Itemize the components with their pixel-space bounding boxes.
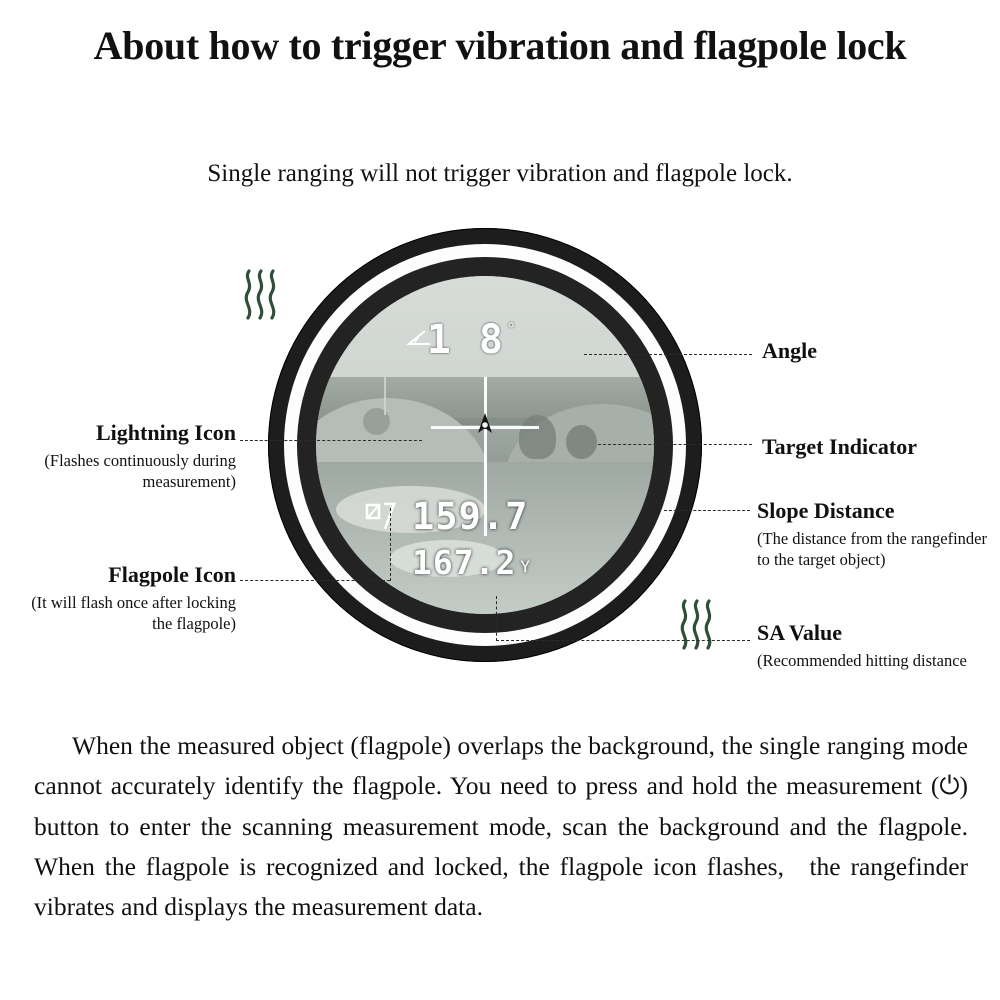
- leader-line-lightning: [240, 440, 312, 441]
- sa-value: 167.2: [412, 543, 517, 582]
- slope-distance-readout: [364, 495, 529, 538]
- leader-line-angle: [584, 354, 752, 355]
- vibration-waves-icon: [676, 598, 720, 654]
- leader-line-sa: [496, 640, 750, 641]
- body-paragraph: [34, 726, 968, 927]
- body-part-2: ) button to enter the scanning measurement mode, scan the background and the flagpole. When the flagpole is recognized and locked, the flagpole icon flashes, the rangefinder vibrates and displays the measurement data.: [34, 771, 968, 922]
- callout-slope-title: Slope Distance: [757, 498, 895, 523]
- leader-line-slope: [664, 510, 750, 511]
- power-button-icon: ⏻: [939, 771, 960, 802]
- angle-unit: °: [505, 320, 517, 340]
- page-title: About how to trigger vibration and flagpole lock: [93, 23, 907, 68]
- callout-flagpole: [22, 562, 236, 634]
- callout-target-title: Target Indicator: [762, 434, 918, 459]
- vibration-waves-icon: [240, 268, 284, 324]
- leader-line-target: [598, 444, 752, 445]
- target-indicator-icon: [468, 409, 502, 443]
- callout-target: [762, 434, 992, 460]
- slope-distance-value: 159.7: [412, 495, 529, 538]
- callout-sa-note: (Recommended hitting distance: [757, 651, 967, 670]
- callout-flagpole-title: Flagpole Icon: [108, 562, 236, 587]
- callout-lightning-title: Lightning Icon: [96, 420, 236, 445]
- leader-line-flagpole-vertical: [390, 508, 391, 581]
- flagpole-icon: [364, 502, 398, 532]
- callout-flagpole-note: (It will flash once after locking the flagpole): [31, 593, 236, 633]
- rangefinder-viewfinder: [268, 228, 702, 662]
- callout-sa: [757, 620, 992, 672]
- callout-sa-title: SA Value: [757, 620, 842, 645]
- callout-angle-title: Angle: [762, 338, 817, 363]
- page-subtitle: Single ranging will not trigger vibration and flagpole lock.: [207, 160, 793, 187]
- body-part-1: When the measured object (flagpole) overlaps the background, the single ranging mode cannot accurately identify the flagpole. You need to press and hold the measurement (: [34, 731, 968, 801]
- angle-readout: [426, 317, 517, 363]
- sa-value-readout: [412, 543, 530, 582]
- viewfinder-scene: [316, 276, 654, 614]
- callout-lightning-note: (Flashes continuously during measurement): [44, 451, 236, 491]
- callout-lightning: [26, 420, 236, 492]
- callout-slope: [757, 498, 992, 570]
- leader-line-sa-vertical: [496, 596, 497, 641]
- sa-unit: Y: [520, 557, 530, 576]
- lcd-overlay: [316, 276, 654, 614]
- leader-line-flagpole: [240, 580, 390, 581]
- leader-line-lightning-inner: [312, 440, 422, 441]
- callout-angle: [762, 338, 982, 364]
- angle-value: 1 8: [426, 317, 505, 363]
- callout-slope-note: (The distance from the rangefinder to the target object): [757, 529, 987, 569]
